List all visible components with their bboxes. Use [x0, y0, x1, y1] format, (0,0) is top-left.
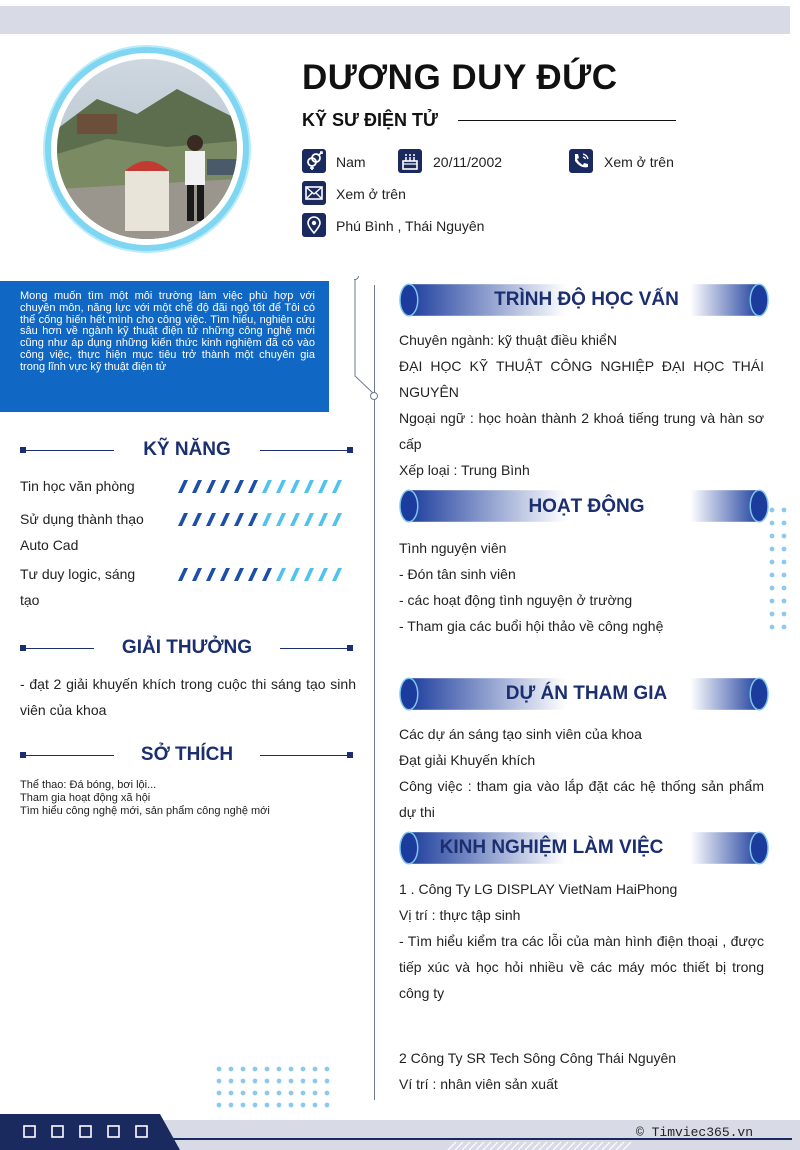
email-value: Xem ở trên: [336, 186, 406, 202]
skill-segment: [276, 568, 286, 581]
hobby-item: Tìm hiểu công nghệ mới, sản phẩm công nghệ mới: [20, 805, 270, 817]
skill-segment: [206, 513, 216, 526]
skill-segment: [332, 568, 342, 581]
skill-name-1: Sử dụng thành thạo Auto Cad: [20, 511, 144, 553]
dot-grid-decoration: [214, 1064, 340, 1108]
hobby-item: Thể thao: Đá bóng, bơi lội...: [20, 779, 157, 791]
skill-segment: [290, 480, 300, 493]
skill-name-0: Tin học văn phòng: [20, 478, 135, 494]
skill-segment: [276, 480, 286, 493]
phone-value: Xem ở trên: [604, 154, 674, 170]
project-line: Công việc : tham gia vào lắp đặt các hệ thống sản phẩm dự thi: [399, 778, 764, 820]
skill-segment: [234, 480, 244, 493]
skill-segment: [262, 480, 272, 493]
skills-title-line-right: [260, 450, 350, 451]
activity-line: - Tham gia các buổi hội thảo về công nghệ: [399, 618, 664, 634]
experience-body: [399, 876, 764, 1006]
address-value: Phú Bình , Thái Nguyên: [336, 218, 485, 234]
skill-segment: [262, 513, 272, 526]
location-pin-icon: [302, 213, 326, 237]
education-line: Xếp loại : Trung Bình: [399, 462, 530, 478]
job-title: KỸ SƯ ĐIỆN TỬ: [302, 110, 438, 130]
hobbies-title-line-left: [24, 755, 114, 756]
activity-line: - Đón tân sinh viên: [399, 566, 516, 582]
skill-segment: [318, 513, 328, 526]
dot-column-decoration: [766, 505, 790, 631]
skill-segment: [290, 568, 300, 581]
skills-title-line-left: [24, 450, 114, 451]
skill-segment: [234, 513, 244, 526]
awards-title-line-right: [280, 648, 350, 649]
skill-segment: [248, 513, 258, 526]
skill-segment: [332, 480, 342, 493]
hobbies-list: [20, 779, 270, 818]
experience-title: KINH NGHIỆM LÀM VIỆC: [439, 837, 664, 858]
career-objective: Mong muốn tìm một môi trường làm việc phù hợp với chuyên môn, năng lực với một chế độ đãi ngộ tốt để Tôi có thể cống hiến hết mình cho công việc. Tìm hiểu, nghiên cứu sâu hơn về ngành kỹ thuật điện tử những công nghệ mới cũng như áp dụng những kiến thức kinh nghiệm đã có vào công việc, thực hiện mục tiêu trở thành một chuyên gia trong lĩnh vực kỹ thuật điện tử: [0, 281, 329, 412]
skills-title-dot-right: [347, 447, 353, 453]
awards-title: GIẢI THƯỞNG: [121, 637, 253, 658]
skill-segment: [276, 513, 286, 526]
skill-segment: [332, 513, 342, 526]
skill-segment: [192, 480, 202, 493]
skill-segment: [178, 513, 188, 526]
hobbies-title-line-right: [260, 755, 350, 756]
skill-segment: [234, 568, 244, 581]
skill-bar-0: [174, 479, 346, 493]
skill-segment: [220, 480, 230, 493]
awards-title-dot-right: [347, 645, 353, 651]
candidate-name: DƯƠNG DUY ĐỨC: [302, 58, 618, 97]
gender-icon: [302, 149, 326, 173]
experience-job1-desc: - Tìm hiểu kiểm tra các lỗi của màn hình điện thoại , được tiếp xúc và học hỏi nhiều về các máy móc thiết bị trong công ty: [399, 933, 764, 1001]
birthday-value: 20/11/2002: [433, 154, 503, 170]
skill-segment: [192, 568, 202, 581]
phone-icon: [569, 149, 593, 173]
birthday-cake-icon: [398, 149, 422, 173]
top-band: [0, 6, 790, 34]
skill-segment: [220, 513, 230, 526]
timeline-line: [374, 285, 375, 1100]
experience-job2-position: Ví trí : nhân viên sản xuất: [399, 1076, 558, 1092]
skill-segment: [206, 568, 216, 581]
activities-body: [399, 535, 764, 639]
activity-line: - các hoạt động tình nguyện ở trường: [399, 592, 633, 608]
education-title: TRÌNH ĐỘ HỌC VẤN: [494, 289, 679, 310]
skill-bar-1: [174, 512, 346, 526]
project-line: Đạt giải Khuyến khích: [399, 752, 536, 768]
education-line: Ngoại ngữ : học hoàn thành 2 khoá tiếng trung và hàn sơ cấp: [399, 410, 764, 452]
skill-segment: [318, 480, 328, 493]
skill-segment: [248, 568, 258, 581]
avatar: [45, 47, 249, 251]
activity-line: Tình nguyện viên: [399, 540, 507, 556]
hobby-item: Tham gia hoạt động xã hội: [20, 792, 151, 804]
experience-job1-company: 1 . Công Ty LG DISPLAY VietNam HaiPhong: [399, 881, 678, 897]
education-body: [399, 327, 764, 483]
skill-segment: [178, 568, 188, 581]
skill-segment: [304, 480, 314, 493]
skill-segment: [192, 513, 202, 526]
skill-name-2: Tư duy logic, sáng tạo: [20, 566, 136, 608]
experience-body-2: [399, 1045, 764, 1097]
skill-segment: [178, 480, 188, 493]
projects-body: [399, 721, 764, 825]
awards-title-line-left: [24, 648, 94, 649]
education-line: ĐẠI HỌC KỸ THUẬT CÔNG NGHIỆP ĐẠI HỌC THÁI NGUYÊN: [399, 358, 764, 400]
project-line: Các dự án sáng tạo sinh viên của khoa: [399, 726, 642, 742]
skill-bar-2: [174, 567, 346, 581]
skills-title: KỸ NĂNG: [143, 439, 231, 460]
skill-segment: [248, 480, 258, 493]
skill-segment: [220, 568, 230, 581]
skill-segment: [304, 513, 314, 526]
experience-job2-company: 2 Công Ty SR Tech Sông Công Thái Nguyên: [399, 1050, 677, 1066]
job-title-underline: [458, 120, 676, 121]
skill-segment: [206, 480, 216, 493]
avatar-photo: [57, 59, 237, 239]
skill-segment: [304, 568, 314, 581]
hobbies-title-dot-right: [347, 752, 353, 758]
skill-segment: [290, 513, 300, 526]
skill-segment: [318, 568, 328, 581]
email-icon: [302, 181, 326, 205]
skill-segment: [262, 568, 272, 581]
timeline-connector: [354, 276, 394, 406]
education-line: Chuyên ngành: kỹ thuật điều khiểN: [399, 332, 617, 348]
awards-text: - đạt 2 giải khuyến khích trong cuộc thi sáng tạo sinh viên của khoa: [20, 676, 356, 718]
gender-value: Nam: [336, 154, 366, 170]
projects-title: DỰ ÁN THAM GIA: [505, 683, 668, 704]
activities-title: HOẠT ĐỘNG: [528, 496, 645, 517]
watermark: © Timviec365.vn: [636, 1125, 754, 1140]
experience-job1-position: Vị trí : thực tập sinh: [399, 907, 521, 923]
hobbies-title: SỞ THÍCH: [140, 744, 234, 765]
